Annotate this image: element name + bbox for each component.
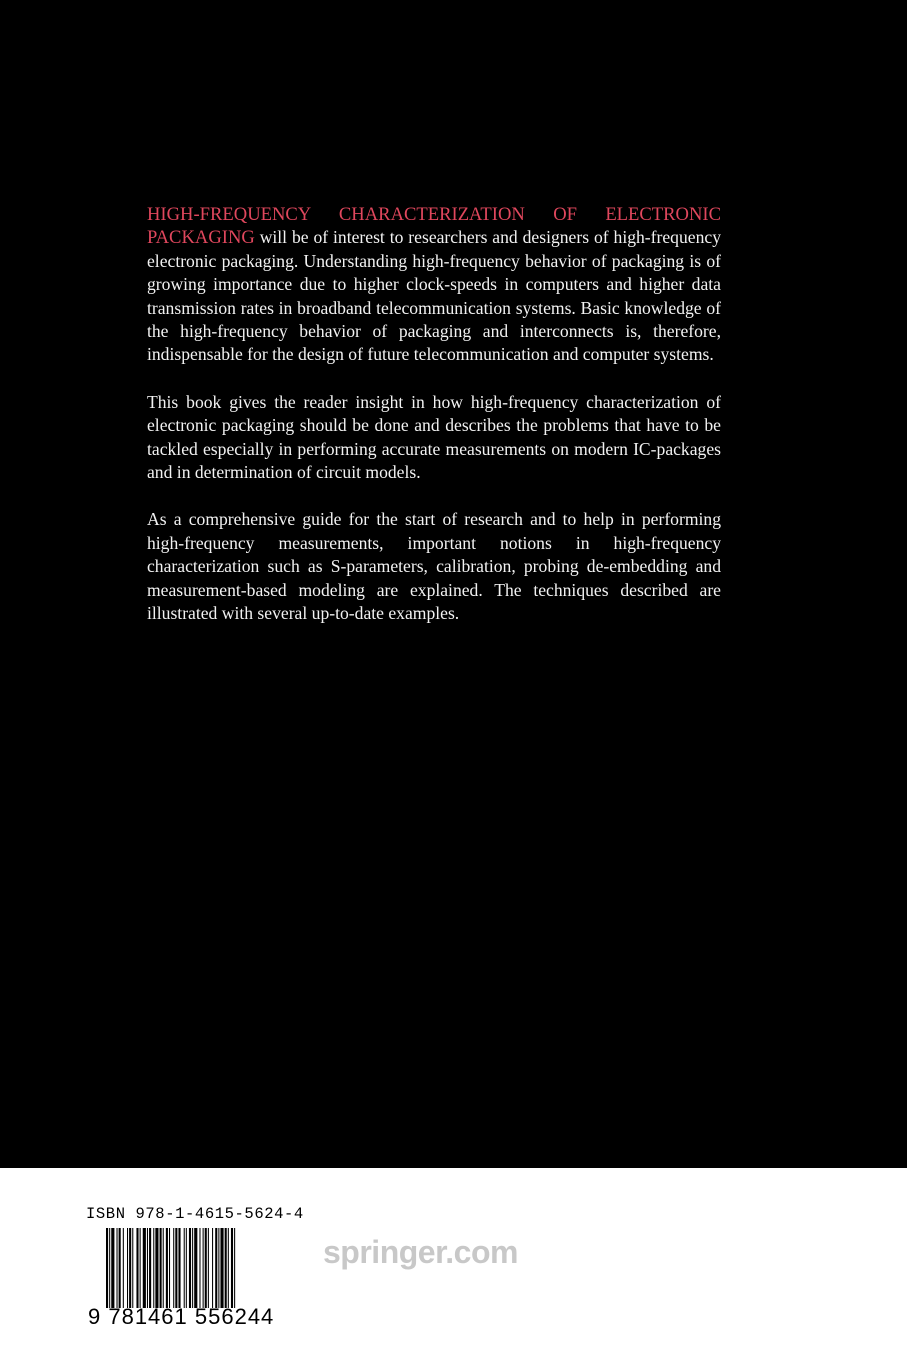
isbn-label: ISBN 978-1-4615-5624-4 [86, 1205, 304, 1223]
barcode-bar [132, 1228, 133, 1308]
barcode-bar [192, 1228, 193, 1308]
barcode-bar [194, 1228, 197, 1308]
barcode-bar [129, 1228, 131, 1308]
book-title: HIGH-FREQUENCY CHARACTERIZATION OF ELECTRONIC PACKAGING [147, 204, 721, 249]
barcode-bar [234, 1228, 235, 1308]
barcode-bar [166, 1228, 168, 1308]
barcode-bar [109, 1228, 110, 1308]
barcode-bar [228, 1228, 229, 1308]
barcode-bar [178, 1228, 180, 1308]
barcode-bar [155, 1228, 158, 1308]
barcode-bar [106, 1228, 108, 1308]
barcode-bar [147, 1228, 148, 1308]
barcode-bar [143, 1228, 146, 1308]
barcode-bar [189, 1228, 191, 1308]
blurb-paragraph-3: As a comprehensive guide for the start of research and to help in performing high-frequency measurements, important notions in high-frequency characterization such as S-parameters, calibration, probing de-embedding and measurement-based modeling are explained. The techniques described are illustrated with several up-to-date examples. [147, 509, 721, 624]
barcode-bar [220, 1228, 223, 1308]
barcode-bar [136, 1228, 138, 1308]
barcode-bar [149, 1228, 151, 1308]
barcode-bar [203, 1228, 204, 1308]
barcode-band [0, 1168, 907, 1360]
barcode-bar [153, 1228, 154, 1308]
barcode-bar [215, 1228, 217, 1308]
barcode-bar [127, 1228, 128, 1308]
barcode-bar [173, 1228, 174, 1308]
barcode-bar [117, 1228, 118, 1308]
blurb-paragraph-1-body: will be of interest to researchers and designers of high-frequency electronic packaging. Understanding high-frequency behavior of packaging is of growing importance due to higher clock-speeds in computers and higher data transmission rates in broadband telecommunication systems. Basic knowledge of the high-frequency behavior of packaging and interconnects is, therefore, indispensable for the design of future telecommunication and computer systems. [147, 227, 721, 365]
blurb-paragraph-1 [147, 203, 721, 367]
barcode-bar [208, 1228, 209, 1308]
barcode-icon [106, 1228, 280, 1308]
barcode-bar [123, 1228, 124, 1308]
publisher-url: springer.com [323, 1234, 518, 1270]
barcode-bar [186, 1228, 187, 1308]
blurb-paragraph-2: This book gives the reader insight in how high-frequency characterization of electronic packaging should be done and describes the problems that have to be tackled especially in performing accurate measurements on modern IC-packages and in determination of circuit models. [147, 391, 721, 483]
barcode-bar [111, 1228, 114, 1308]
barcode-bar [160, 1228, 162, 1308]
barcode-bar [199, 1228, 200, 1308]
barcode-bar [231, 1228, 233, 1308]
barcode-bar [205, 1228, 207, 1308]
barcode-bar [225, 1228, 227, 1308]
barcode-bar [212, 1228, 213, 1308]
barcode-bar [175, 1228, 177, 1308]
barcode-digits: 9 781461 556244 [88, 1304, 275, 1329]
barcode-bar [218, 1228, 219, 1308]
barcode-bar [163, 1228, 164, 1308]
barcode-bar [119, 1228, 121, 1308]
barcode-bar [184, 1228, 185, 1308]
barcode-bar [169, 1228, 170, 1308]
barcode-bar [140, 1228, 141, 1308]
blurb-text [147, 203, 721, 650]
